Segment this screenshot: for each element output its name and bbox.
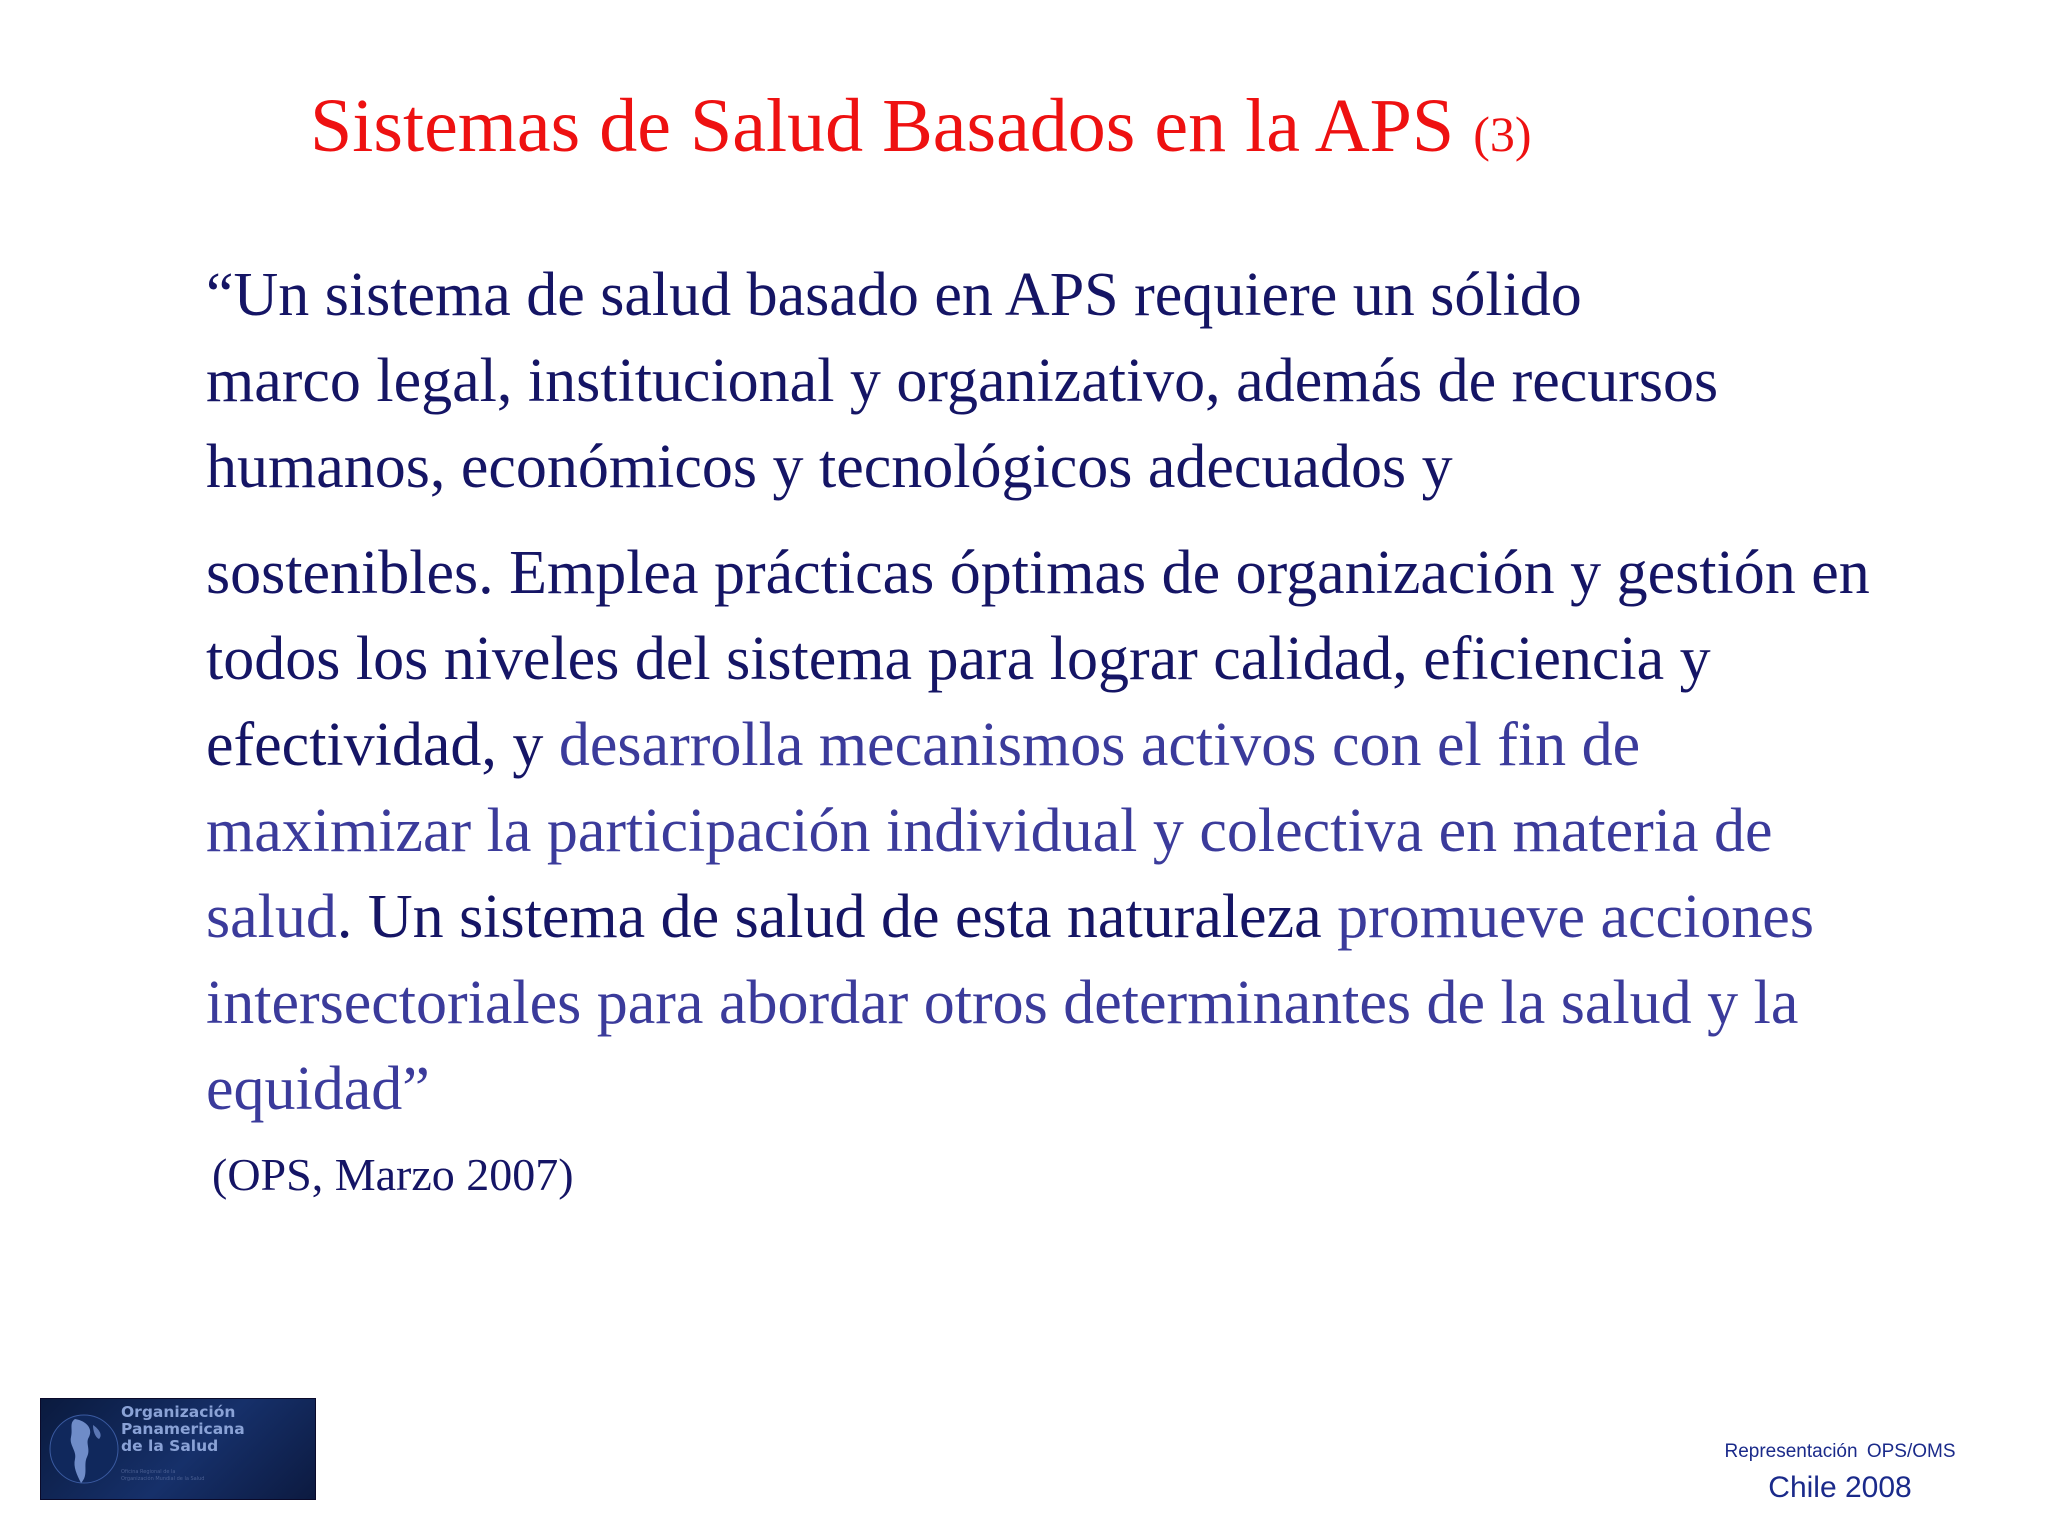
quote-line-2: marco legal, institucional y organizativo, además de recursos: [206, 347, 1719, 415]
slide-title-number: (3): [1473, 106, 1532, 162]
paho-logo: [40, 1398, 316, 1500]
globe-icon: [47, 1405, 121, 1493]
footer: [1680, 1440, 2000, 1506]
footer-line-2: Chile 2008: [1768, 1471, 1912, 1504]
quote-block: [206, 252, 1906, 1132]
slide-title-text: Sistemas de Salud Basados en la APS: [310, 84, 1455, 168]
quote-line-3: humanos, económicos y tecnológicos adecuados y: [206, 433, 1453, 501]
logo-subtext: [121, 1469, 204, 1483]
quote-text-part-1: sostenibles. Emplea prácticas óptimas de organización y gestión en todos los niveles del sistema para lograr calidad, eficiencia y efectividad, y: [206, 539, 1870, 779]
logo-line-3: de la Salud: [121, 1437, 219, 1455]
logo-sub-line-2: Organización Mundial de la Salud: [121, 1476, 205, 1482]
citation: (OPS, Marzo 2007): [212, 1149, 574, 1200]
quote-text-part-2: . Un sistema de salud de esta naturaleza: [336, 883, 1338, 951]
quote-paragraph-1: [206, 252, 1906, 510]
logo-sub-line-1: Oficina Regional de la: [121, 1469, 176, 1475]
footer-line-1: Representación OPS/OMS: [1724, 1441, 1956, 1462]
quote-highlight-1: desarrolla mecanismos activos con el fin de maximizar la participación individual y colectiva en materia de salud: [206, 711, 1773, 951]
logo-text: [121, 1404, 245, 1455]
logo-line-2: Panamericana: [121, 1420, 245, 1438]
quote-paragraph-2: [206, 530, 1906, 1132]
logo-line-1: Organización: [121, 1403, 236, 1421]
slide-title: [310, 84, 1532, 168]
quote-highlight-2: promueve acciones intersectoriales para abordar otros determinantes de la salud y la equidad”: [206, 883, 1814, 1123]
quote-line-1: “Un sistema de salud basado en APS requiere un sólido: [206, 261, 1582, 329]
